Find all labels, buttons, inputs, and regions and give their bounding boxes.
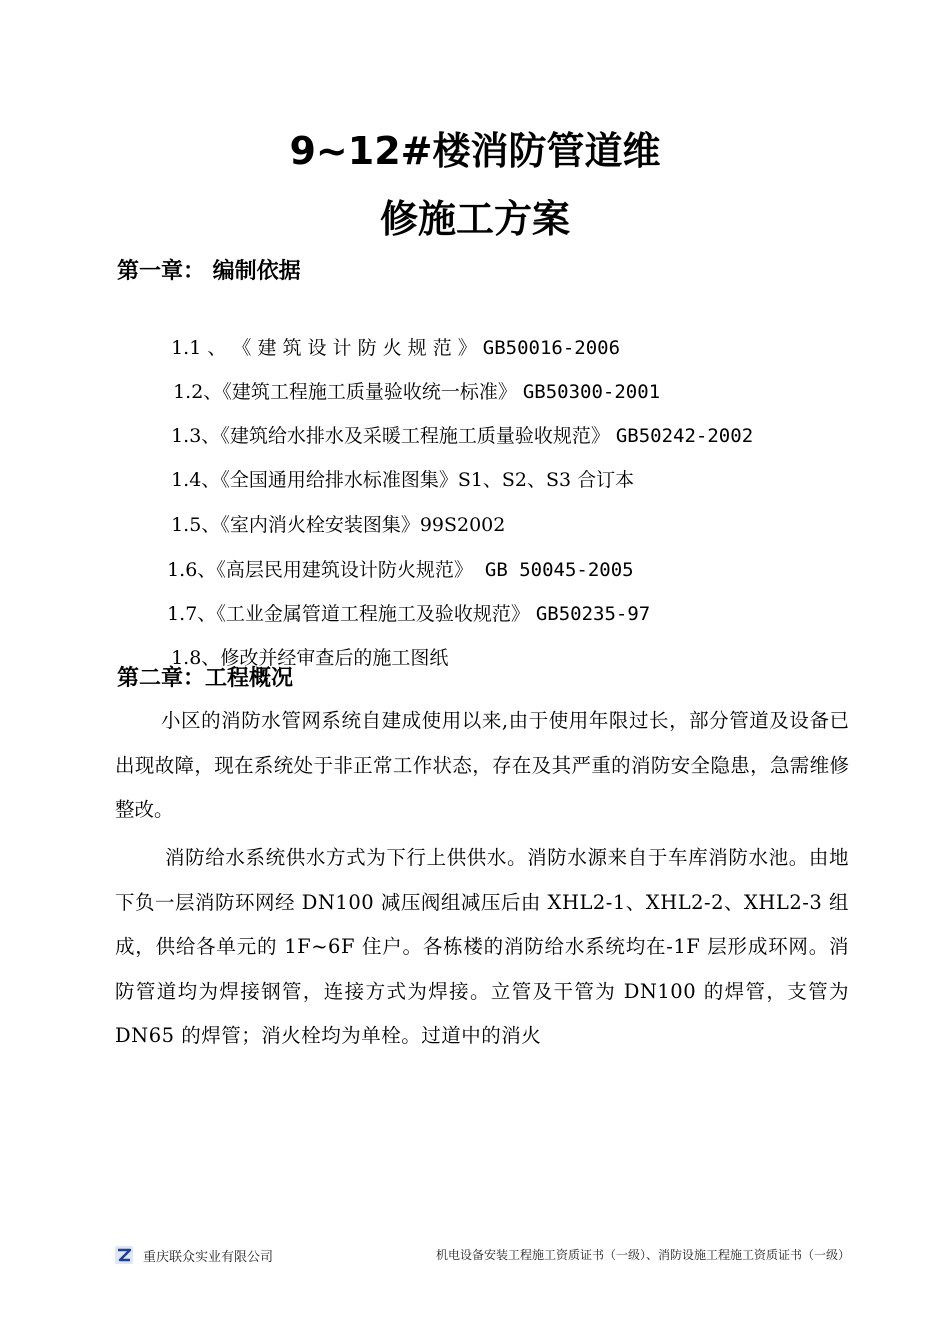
overview-paragraph: 小区的消防水管网系统自建成使用以来,由于使用年限过长，部分管道及设备已出现故障，现在系统处于非正常工作状态，存在及其严重的消防安全隐患，急需维修整改。 [115, 709, 849, 822]
reference-number: 1.4、 [171, 469, 221, 491]
reference-number: 1.1 、 [171, 337, 227, 359]
reference-title: 《建筑给水排水及采暖工程施工质量验收规范》 [220, 425, 616, 447]
reference-title: 《建筑工程施工质量验收统一标准》 [222, 381, 523, 403]
chapter1-heading: 第一章： 编制依据 [117, 259, 301, 284]
document-title-line2: 修施工方案 [379, 197, 570, 241]
overview-paragraph: 消防给水系统供水方式为下行上供供水。消防水源来自于车库消防水池。由地下负一层消防环网经 DN100 减压阀组减压后由 XHL2-1、XHL2-2、XHL2-3 组成，供给各单元的 1F~6F 住户。各栋楼的消防给水系统均在-1F 层形成环网。消防管道均为焊接钢管，连接方式为焊接。立管及干管为 DN100 的焊管，支管为 DN65 的焊管；消火栓均为单栓。过道中的消火 [115, 846, 849, 1048]
reference-code: GB 50045-2005 [484, 559, 634, 581]
page-footer [115, 1244, 850, 1266]
company-logo-icon [115, 1246, 133, 1264]
footer-certificates: 机电设备安装工程施工资质证书（一级）、消防设施工程施工资质证书（一级） [435, 1248, 850, 1262]
reference-code: GB50300-2001 [522, 381, 661, 403]
reference-number: 1.7、 [167, 603, 217, 625]
reference-title: 《高层民用建筑设计防火规范》 [216, 559, 485, 581]
reference-title: 修改并经审查后的施工图纸 [220, 647, 449, 669]
reference-title: 《室内消火栓安装图集》99S2002 [220, 514, 506, 536]
footer-company: 重庆联众实业有限公司 [143, 1250, 274, 1265]
reference-title: 《 建 筑 设 计 防 火 规 范 》 [226, 337, 483, 359]
reference-code: GB50235-97 [535, 603, 651, 625]
reference-number: 1.5、 [171, 514, 221, 536]
reference-code: GB50016-2006 [482, 337, 621, 359]
reference-number: 1.3、 [171, 425, 221, 447]
reference-number: 1.8、 [171, 647, 221, 669]
reference-title: 《全国通用给排水标准图集》S1、S2、S3 合订本 [220, 469, 635, 491]
reference-code: GB50242-2002 [615, 425, 754, 447]
chapter2-heading: 第二章：工程概况 [117, 666, 294, 691]
document-title-line1: 9~12#楼消防管道维 [289, 129, 661, 173]
reference-title: 《工业金属管道工程施工及验收规范》 [216, 603, 536, 625]
reference-number: 1.6、 [167, 559, 217, 581]
reference-number: 1.2、 [173, 381, 223, 403]
